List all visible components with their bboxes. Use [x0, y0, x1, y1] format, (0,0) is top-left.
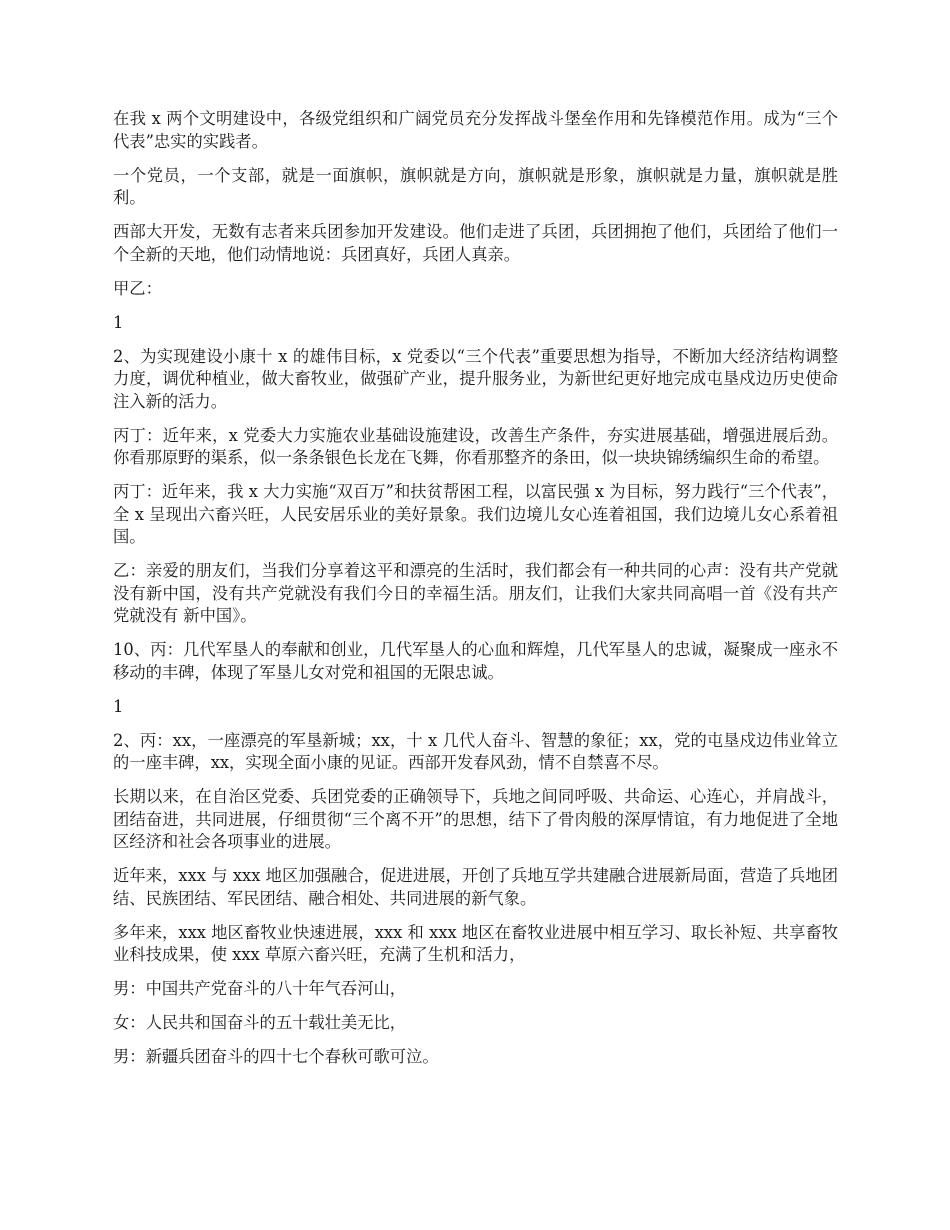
- paragraph-6: 2、为实现建设小康十 x 的雄伟目标，x 党委以“三个代表”重要思想为指导，不断加大经济结构调整力度，调优种植业，做大畜牧业，做强矿产业，提升服务业，为新世纪更好地完成屯垦戍边历史使命注入新的活力。: [113, 346, 838, 411]
- paragraph-8: 丙丁：近年来，我 x 大力实施“双百万”和扶贫帮困工程，以富民强 x 为目标，努力践行“三个代表”，全 x 呈现出六畜兴旺，人民安居乐业的美好景象。我们边境儿女心连着祖国，我们边境儿女心系着祖国。: [113, 482, 838, 546]
- paragraph-3: 西部大开发，无数有志者来兵团参加开发建设。他们走进了兵团，兵团拥抱了他们，兵团给了他们一个全新的天地，他们动情地说：兵团真好，兵团人真亲。: [113, 222, 838, 264]
- paragraph-5: 1: [113, 312, 124, 332]
- paragraph-9: 乙：亲爱的朋友们，当我们分享着这平和漂亮的生活时，我们都会有一种共同的心声：没有共产党就没有新中国，没有共产党就没有我们今日的幸福生活。朋友们，让我们大家共同高唱一首《没有共产党就没有 新中国》。: [113, 561, 838, 625]
- document-page: [113, 108, 838, 1080]
- paragraph-13: 长期以来，在自治区党委、兵团党委的正确领导下，兵地之间同呼吸、共命运、心连心，并肩战斗，团结奋进，共同进展，仔细贯彻“三个离不开”的思想，结下了骨肉般的深厚情谊，有力地促进了全地区经济和社会各项事业的进展。: [113, 787, 838, 851]
- paragraph-2: 一个党员，一个支部，就是一面旗帜，旗帜就是方向，旗帜就是形象，旗帜就是力量，旗帜就是胜利。: [113, 165, 838, 207]
- paragraph-15: 多年来，xxx 地区畜牧业快速进展，xxx 和 xxx 地区在畜牧业进展中相互学习、取长补短、共享畜牧业科技成果，使 xxx 草原六畜兴旺，充满了生机和活力，: [113, 922, 838, 964]
- paragraph-7: 丙丁：近年来，x 党委大力实施农业基础设施建设，改善生产条件，夯实进展基础，增强进展后劲。你看那原野的渠系，似一条条银色长龙在飞舞，你看那整齐的条田，似一块块锦绣编织生命的希望。: [113, 425, 838, 467]
- paragraph-10: 10、丙：几代军垦人的奉献和创业，几代军垦人的心血和辉煌，几代军垦人的忠诚，凝聚成一座永不移动的丰碑，体现了军垦儿女对党和祖国的无限忠诚。: [113, 640, 838, 682]
- paragraph-14: 近年来，xxx 与 xxx 地区加强融合，促进进展，开创了兵地互学共建融合进展新局面，营造了兵地团结、民族团结、军民团结、融合相处、共同进展的新气象。: [113, 866, 838, 908]
- paragraph-17: 女：人民共和国奋斗的五十载壮美无比，: [113, 1013, 407, 1032]
- paragraph-11: 1: [113, 696, 124, 716]
- paragraph-16: 男：中国共产党奋斗的八十年气吞河山，: [113, 979, 407, 998]
- paragraph-18: 男：新疆兵团奋斗的四十七个春秋可歌可泣。: [113, 1047, 439, 1066]
- paragraph-1: 在我 x 两个文明建设中，各级党组织和广阔党员充分发挥战斗堡垒作用和先锋模范作用。成为“三个代表”忠实的实践者。: [113, 109, 838, 151]
- paragraph-12: 2、丙：xx，一座漂亮的军垦新城；xx，十 x 几代人奋斗、智慧的象征；xx，党的屯垦戍边伟业耸立的一座丰碑，xx，实现全面小康的见证。西部开发春风劲，情不自禁喜不尽。: [113, 730, 838, 772]
- paragraph-4: 甲乙：: [113, 278, 162, 298]
